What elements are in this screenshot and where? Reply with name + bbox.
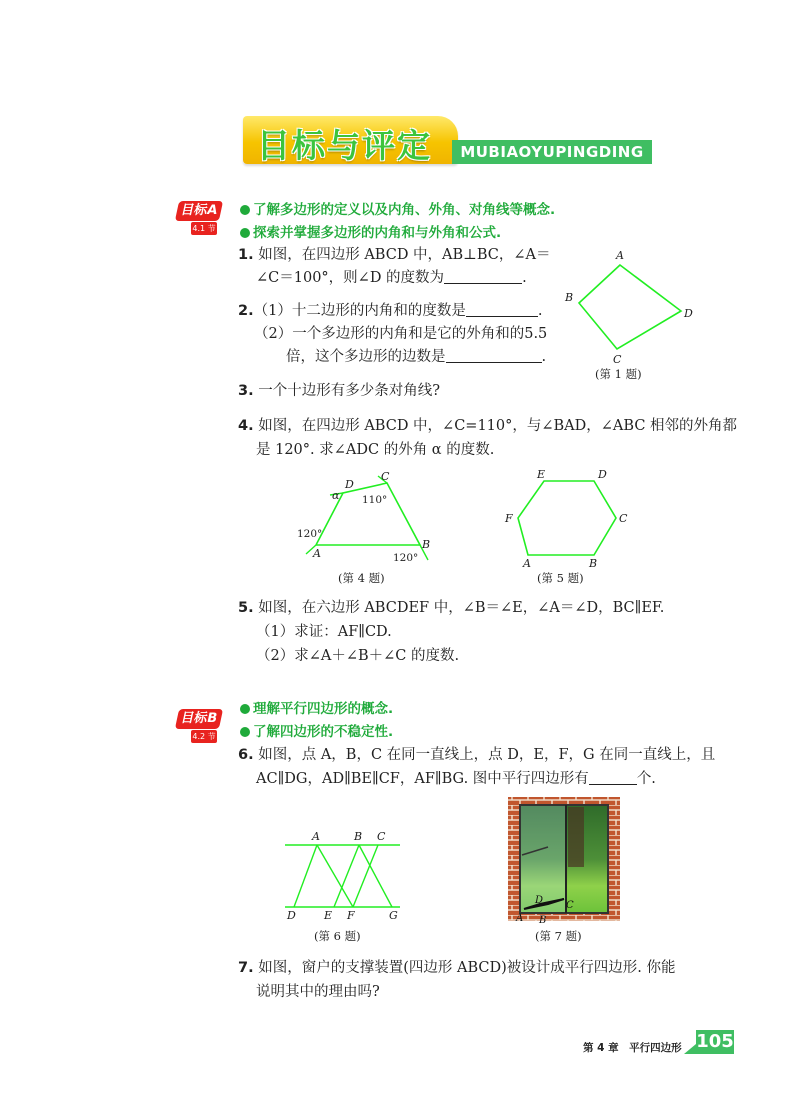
- bullet-icon: [240, 727, 250, 737]
- fig7-label-c: C: [566, 900, 574, 911]
- fig7-label-d: D: [535, 895, 544, 906]
- target-a-section: 4.1 节: [192, 224, 216, 233]
- fig4-label-a: A: [313, 547, 321, 560]
- target-b-section: 4.2 节: [192, 732, 216, 741]
- q2-line2: （2）一个多边形的内角和是它的外角和的5.5: [254, 326, 548, 342]
- page-number-tab: [684, 1044, 696, 1054]
- segment-be: [334, 845, 359, 907]
- fig4-angle-c: 110°: [362, 494, 388, 506]
- target-a-goal-1: 了解多边形的定义以及内角、外角、对角线等概念.: [240, 198, 555, 218]
- q2-2-answer-blank[interactable]: [446, 348, 542, 363]
- fig1-label-d: D: [684, 307, 693, 320]
- figure-1: [560, 245, 710, 385]
- bullet-icon: [240, 228, 250, 238]
- fig1-label-b: B: [565, 291, 574, 304]
- fig4-label-d: D: [345, 478, 354, 491]
- fig5-label-b: B: [589, 557, 598, 570]
- target-a-badge: [177, 201, 221, 237]
- q2-line1: 2.（1）十二边形的内角和的度数是 .: [238, 303, 543, 319]
- fig7-label-a: A: [516, 913, 524, 924]
- target-b-goal-1: 理解平行四边形的概念.: [240, 697, 393, 717]
- q3-text: 3. 一个十边形有多少条对角线?: [238, 383, 440, 399]
- fig4-caption: (第 4 题): [338, 571, 385, 585]
- q6-line2: AC∥DG，AD∥BE∥CF，AF∥BG. 图中平行四边形有 个.: [256, 771, 656, 787]
- fig5-label-e: E: [537, 468, 546, 481]
- fig4-angle-b: 120°: [393, 552, 419, 564]
- q1-line1: 1. 如图，在四边形 ABCD 中，AB⊥BC，∠A＝: [238, 247, 551, 263]
- q6-line1: 6. 如图，点 A，B，C 在同一直线上，点 D，E，F，G 在同一直线上，且: [238, 747, 716, 763]
- q2-1-answer-blank[interactable]: [466, 302, 538, 317]
- segment-af: [317, 845, 353, 907]
- fig7-label-b: B: [539, 915, 547, 925]
- hexagon-abcdef: [518, 481, 616, 555]
- fig4-angle-a: 120°: [297, 528, 323, 540]
- target-b-badge: [177, 709, 221, 745]
- target-b-goal-2: 了解四边形的不稳定性.: [240, 720, 393, 740]
- header-title: 目标与评定: [257, 126, 432, 165]
- target-a-goal-2: 探索并掌握多边形的内角和与外角和公式.: [240, 221, 501, 241]
- q2-line3: 倍，这个多边形的边数是 .: [286, 349, 547, 365]
- header-subtitle: MUBIAOYUPINGDING: [452, 140, 652, 164]
- fig6-label-c: C: [377, 830, 386, 843]
- q6-answer-blank[interactable]: [589, 770, 637, 785]
- q4-line2: 是 120°. 求∠ADC 的外角 α 的度数.: [256, 442, 495, 458]
- fig5-label-c: C: [619, 512, 628, 525]
- q5-line2: （1）求证：AF∥CD.: [256, 624, 392, 640]
- page-number: 105: [696, 1031, 734, 1052]
- segment-cf: [353, 845, 378, 907]
- segment-bg: [359, 845, 392, 907]
- q1-answer-blank[interactable]: [444, 269, 522, 284]
- figure-4: [290, 470, 440, 570]
- fig7-caption: (第 7 题): [535, 929, 582, 943]
- fig1-label-c: C: [613, 353, 622, 366]
- fig6-label-f: F: [347, 909, 355, 922]
- bullet-icon: [240, 704, 250, 714]
- fig6-label-d: D: [287, 909, 296, 922]
- fig4-label-alpha: α: [332, 489, 340, 502]
- figure-6: [280, 825, 410, 925]
- segment-ad: [294, 845, 317, 907]
- fig6-label-a: A: [312, 830, 320, 843]
- q7-line2: 说明其中的理由吗?: [256, 984, 380, 1000]
- fig1-caption: (第 1 题): [595, 367, 642, 381]
- target-a-label: 目标A: [175, 201, 223, 221]
- header-title-box: [243, 116, 458, 164]
- fig4-label-c: C: [381, 470, 390, 483]
- target-b-label: 目标B: [175, 709, 223, 729]
- fig6-label-g: G: [389, 909, 398, 922]
- fig6-label-b: B: [354, 830, 363, 843]
- quadrilateral-abcd: [579, 265, 681, 349]
- figure-7: [508, 795, 620, 925]
- q5-line1: 5. 如图，在六边形 ABCDEF 中，∠B＝∠E，∠A＝∠D，BC∥EF.: [238, 600, 665, 616]
- q4-line1: 4. 如图，在四边形 ABCD 中，∠C=110°，与∠BAD，∠ABC 相邻的外角都: [238, 418, 738, 434]
- bullet-icon: [240, 205, 250, 215]
- fig4-label-b: B: [422, 538, 431, 551]
- fig6-label-e: E: [324, 909, 333, 922]
- fig5-label-a: A: [523, 557, 531, 570]
- tree-trunk: [568, 807, 584, 867]
- q1-line2: ∠C＝100°，则∠D 的度数为 .: [256, 270, 527, 286]
- fig5-caption: (第 5 题): [537, 571, 584, 585]
- q7-line1: 7. 如图，窗户的支撑装置(四边形 ABCD)被设计成平行四边形. 你能: [238, 960, 676, 976]
- fig1-label-a: A: [616, 249, 624, 262]
- figure-5: [500, 465, 640, 575]
- footer-chapter: 第 4 章 平行四边形: [583, 1042, 682, 1054]
- fig5-label-d: D: [598, 468, 607, 481]
- fig5-label-f: F: [505, 512, 513, 525]
- q5-line3: （2）求∠A＋∠B＋∠C 的度数.: [256, 648, 460, 664]
- fig6-caption: (第 6 题): [314, 929, 361, 943]
